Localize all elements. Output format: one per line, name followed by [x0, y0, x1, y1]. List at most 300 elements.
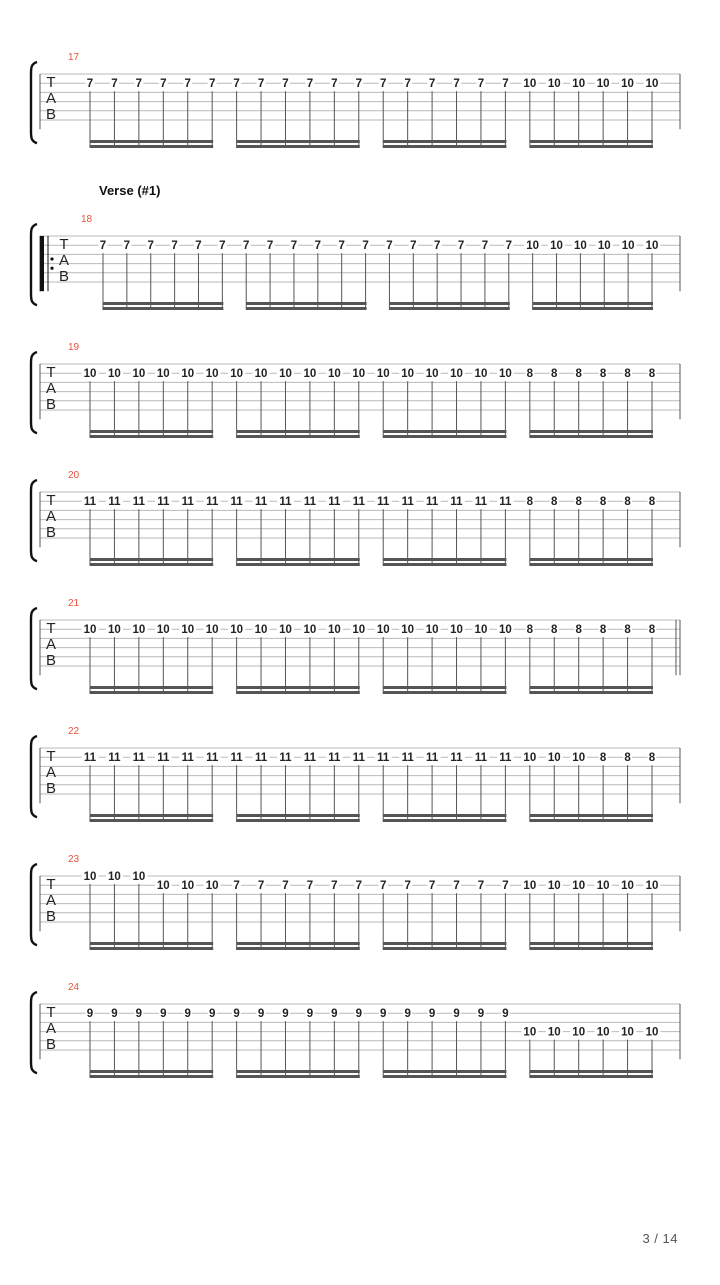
fret-number: 10	[597, 240, 611, 253]
beam-primary	[237, 819, 360, 822]
beam-secondary	[90, 430, 213, 433]
fret-number: 7	[338, 240, 345, 253]
beam-secondary	[237, 1070, 360, 1073]
beam-primary	[383, 145, 506, 148]
fret-number: 11	[474, 752, 488, 765]
fret-number: 8	[551, 368, 558, 381]
beam-secondary	[383, 1070, 506, 1073]
measure-number: 19	[68, 342, 80, 353]
fret-number: 8	[624, 368, 631, 381]
fret-number: 7	[404, 78, 411, 91]
fret-number: 7	[502, 880, 509, 893]
fret-number: 9	[380, 1008, 387, 1021]
fret-number: 7	[123, 240, 131, 253]
fret-number: 7	[502, 78, 509, 91]
fret-number: 8	[526, 368, 534, 381]
fret-number: 11	[450, 496, 463, 509]
beam-primary	[237, 691, 360, 694]
fret-number: 10	[132, 871, 146, 883]
fret-number: 11	[474, 496, 488, 509]
beam-primary	[383, 819, 506, 822]
fret-number: 7	[233, 880, 240, 893]
beam-secondary	[530, 686, 653, 689]
beam-secondary	[90, 814, 213, 817]
tab-clef-letter: A	[45, 636, 57, 653]
beam-primary	[237, 563, 360, 566]
page-number: 3 / 14	[642, 1231, 678, 1246]
beam-secondary	[90, 558, 213, 561]
fret-number: 11	[108, 752, 121, 765]
fret-number: 7	[386, 240, 393, 253]
system-bracket	[31, 62, 37, 143]
beam-secondary	[389, 302, 509, 305]
fret-number: 7	[99, 240, 107, 253]
beam-primary	[530, 819, 653, 822]
measure-number: 17	[68, 52, 80, 63]
beam-primary	[90, 1075, 213, 1078]
tab-clef-letter: B	[45, 780, 57, 797]
beam-primary	[237, 435, 360, 438]
beam-primary	[530, 691, 653, 694]
beam-primary	[103, 307, 223, 310]
tab-clef-letter: A	[58, 252, 70, 269]
fret-number: 7	[243, 240, 250, 253]
beam-secondary	[383, 430, 506, 433]
fret-number: 10	[523, 880, 537, 893]
beam-primary	[90, 145, 213, 148]
fret-number: 10	[572, 78, 586, 91]
system-bracket	[31, 352, 37, 433]
fret-number: 10	[327, 624, 341, 637]
fret-number: 7	[355, 880, 362, 893]
system-bracket	[31, 480, 37, 561]
fret-number: 7	[290, 240, 298, 253]
tab-clef-letter: T	[59, 236, 69, 253]
fret-number: 11	[132, 752, 145, 765]
fret-number: 7	[453, 880, 460, 893]
fret-number: 10	[474, 624, 488, 637]
tab-clef-letter: A	[45, 892, 57, 909]
fret-number: 7	[404, 880, 411, 893]
fret-number: 11	[181, 752, 194, 765]
fret-number: 9	[453, 1008, 460, 1021]
measure-number: 20	[68, 470, 80, 481]
fret-number: 11	[401, 496, 414, 509]
fret-number: 10	[550, 240, 563, 253]
fret-number: 10	[303, 368, 317, 381]
fret-number: 10	[450, 624, 463, 637]
fret-number: 8	[624, 752, 631, 765]
beam-secondary	[237, 686, 360, 689]
fret-number: 10	[523, 752, 537, 765]
fret-number: 9	[86, 1008, 94, 1021]
tab-clef-letter: T	[46, 1004, 56, 1021]
tab-clef-letter: B	[45, 1036, 57, 1053]
beam-primary	[530, 435, 653, 438]
fret-number: 9	[477, 1008, 485, 1021]
beam-primary	[383, 947, 506, 950]
measure-number: 24	[68, 982, 80, 993]
fret-number: 10	[132, 624, 146, 637]
fret-number: 10	[376, 624, 390, 637]
fret-number: 7	[86, 78, 94, 91]
fret-number: 11	[328, 752, 341, 765]
fret-number: 10	[156, 624, 170, 637]
fret-number: 11	[377, 752, 390, 765]
beam-secondary	[530, 1070, 653, 1073]
fret-number: 8	[599, 496, 607, 509]
fret-number: 7	[208, 78, 216, 91]
repeat-thick-bar	[40, 236, 44, 291]
system-bracket	[31, 864, 37, 945]
beam-secondary	[530, 558, 653, 561]
fret-number: 11	[303, 752, 316, 765]
fret-number: 7	[380, 78, 387, 91]
measure-number: 23	[68, 854, 80, 865]
tab-clef-letter: B	[45, 524, 57, 541]
beam-primary	[237, 1075, 360, 1078]
fret-number: 10	[327, 368, 341, 381]
beam-secondary	[383, 558, 506, 561]
tab-clef-letter: B	[45, 396, 57, 413]
fret-number: 10	[572, 1026, 586, 1039]
fret-number: 7	[505, 240, 512, 253]
fret-number: 10	[547, 1026, 561, 1039]
beam-secondary	[237, 430, 360, 433]
fret-number: 9	[160, 1008, 167, 1021]
fret-number: 10	[83, 624, 97, 637]
fret-number: 11	[426, 752, 439, 765]
fret-number: 10	[547, 880, 561, 893]
fret-number: 10	[279, 624, 292, 637]
beam-primary	[237, 947, 360, 950]
fret-number: 10	[181, 624, 195, 637]
fret-number: 10	[645, 880, 659, 893]
beam-secondary	[246, 302, 366, 305]
fret-number: 8	[551, 624, 558, 637]
fret-number: 11	[254, 752, 268, 765]
fret-number: 10	[596, 1026, 610, 1039]
beam-primary	[533, 307, 653, 310]
repeat-dot	[50, 267, 53, 270]
fret-number: 8	[575, 624, 582, 637]
fret-number: 11	[132, 496, 145, 509]
tab-clef-letter: B	[45, 652, 57, 669]
fret-number: 9	[233, 1008, 240, 1021]
fret-number: 10	[645, 1026, 659, 1039]
fret-number: 7	[306, 78, 314, 91]
fret-number: 9	[184, 1008, 191, 1021]
fret-number: 10	[205, 880, 219, 893]
fret-number: 8	[624, 496, 631, 509]
fret-number: 11	[279, 752, 292, 765]
fret-number: 7	[453, 78, 460, 91]
fret-number: 7	[428, 78, 436, 91]
tab-clef-letter: T	[46, 74, 56, 91]
fret-number: 7	[457, 240, 465, 253]
beam-primary	[383, 563, 506, 566]
fret-number: 10	[621, 78, 634, 91]
fret-number: 10	[523, 1026, 537, 1039]
fret-number: 10	[450, 368, 463, 381]
fret-number: 7	[184, 78, 191, 91]
fret-number: 11	[83, 496, 97, 509]
fret-number: 8	[648, 624, 656, 637]
fret-number: 7	[147, 240, 154, 253]
tab-clef-letter: T	[46, 748, 56, 765]
fret-number: 10	[181, 880, 195, 893]
beam-secondary	[383, 814, 506, 817]
fret-number: 10	[156, 368, 170, 381]
fret-number: 10	[83, 871, 97, 883]
beam-secondary	[530, 140, 653, 143]
tab-clef-letter: A	[45, 1020, 57, 1037]
fret-number: 11	[426, 496, 439, 509]
fret-number: 10	[108, 368, 121, 381]
tab-clef-letter: A	[45, 380, 57, 397]
fret-number: 10	[108, 624, 121, 637]
beam-primary	[90, 819, 213, 822]
beam-secondary	[237, 814, 360, 817]
beam-secondary	[90, 140, 213, 143]
fret-number: 11	[206, 752, 219, 765]
fret-number: 10	[596, 78, 610, 91]
fret-number: 9	[282, 1008, 289, 1021]
fret-number: 11	[108, 496, 121, 509]
fret-number: 10	[303, 624, 317, 637]
beam-primary	[90, 947, 213, 950]
fret-number: 7	[477, 880, 485, 893]
beam-secondary	[530, 814, 653, 817]
beam-primary	[383, 435, 506, 438]
fret-number: 7	[266, 240, 274, 253]
beam-primary	[383, 691, 506, 694]
fret-number: 8	[648, 368, 656, 381]
tab-clef-letter: T	[46, 620, 56, 637]
tab-clef-letter: T	[46, 876, 56, 893]
system-bracket	[31, 736, 37, 817]
fret-number: 7	[233, 78, 240, 91]
beam-secondary	[90, 942, 213, 945]
fret-number: 10	[474, 368, 488, 381]
fret-number: 7	[219, 240, 226, 253]
fret-number: 10	[83, 368, 97, 381]
fret-number: 11	[157, 496, 170, 509]
fret-number: 7	[331, 78, 338, 91]
fret-number: 9	[111, 1008, 118, 1021]
fret-number: 10	[230, 624, 244, 637]
beam-primary	[383, 1075, 506, 1078]
fret-number: 10	[230, 368, 244, 381]
fret-number: 8	[599, 624, 607, 637]
fret-number: 7	[433, 240, 441, 253]
fret-number: 9	[404, 1008, 411, 1021]
tab-clef-letter: A	[45, 508, 57, 525]
fret-number: 11	[254, 496, 268, 509]
beam-primary	[237, 145, 360, 148]
fret-number: 11	[352, 752, 365, 765]
fret-number: 10	[621, 240, 635, 253]
beam-secondary	[90, 686, 213, 689]
measure-number: 22	[68, 726, 80, 737]
fret-number: 11	[279, 496, 292, 509]
fret-number: 11	[352, 496, 365, 509]
fret-number: 8	[599, 752, 607, 765]
fret-number: 10	[425, 624, 439, 637]
beam-primary	[530, 563, 653, 566]
fret-number: 10	[352, 624, 366, 637]
fret-number: 9	[257, 1008, 265, 1021]
fret-number: 7	[111, 78, 118, 91]
fret-number: 7	[171, 240, 178, 253]
fret-number: 11	[230, 752, 243, 765]
beam-primary	[90, 563, 213, 566]
fret-number: 7	[380, 880, 387, 893]
fret-number: 9	[428, 1008, 436, 1021]
fret-number: 10	[108, 871, 121, 883]
fret-number: 7	[306, 880, 314, 893]
fret-number: 9	[208, 1008, 216, 1021]
fret-number: 7	[428, 880, 436, 893]
fret-number: 7	[282, 78, 289, 91]
fret-number: 10	[621, 880, 634, 893]
fret-number: 10	[572, 752, 586, 765]
fret-number: 10	[621, 1026, 634, 1039]
fret-number: 10	[573, 240, 587, 253]
fret-number: 9	[331, 1008, 338, 1021]
fret-number: 8	[526, 496, 534, 509]
fret-number: 11	[328, 496, 341, 509]
beam-secondary	[383, 140, 506, 143]
fret-number: 7	[257, 78, 265, 91]
tab-clef-letter: B	[45, 908, 57, 925]
fret-number: 10	[132, 368, 146, 381]
section-label: Verse (#1)	[99, 183, 161, 198]
system-bracket	[31, 224, 37, 305]
fret-number: 8	[648, 752, 656, 765]
fret-number: 11	[499, 752, 512, 765]
tab-clef-letter: B	[45, 106, 57, 123]
beam-primary	[389, 307, 509, 310]
fret-number: 10	[205, 368, 219, 381]
fret-number: 7	[362, 240, 369, 253]
beam-primary	[90, 691, 213, 694]
tab-clef-letter: T	[46, 364, 56, 381]
fret-number: 11	[181, 496, 194, 509]
fret-number: 7	[257, 880, 265, 893]
fret-number: 11	[83, 752, 97, 765]
fret-number: 7	[314, 240, 322, 253]
fret-number: 8	[624, 624, 631, 637]
fret-number: 9	[355, 1008, 362, 1021]
fret-number: 8	[526, 624, 534, 637]
system-bracket	[31, 992, 37, 1073]
beam-secondary	[90, 1070, 213, 1073]
fret-number: 8	[648, 496, 656, 509]
fret-number: 10	[401, 368, 415, 381]
beam-primary	[530, 145, 653, 148]
beam-secondary	[533, 302, 653, 305]
fret-number: 8	[551, 496, 558, 509]
fret-number: 10	[181, 368, 195, 381]
measure-number: 21	[68, 598, 80, 609]
fret-number: 7	[477, 78, 485, 91]
fret-number: 7	[135, 78, 143, 91]
fret-number: 10	[254, 624, 268, 637]
fret-number: 10	[254, 368, 268, 381]
fret-number: 8	[575, 496, 582, 509]
beam-secondary	[530, 942, 653, 945]
fret-number: 10	[547, 78, 561, 91]
fret-number: 11	[230, 496, 243, 509]
beam-secondary	[103, 302, 223, 305]
fret-number: 11	[157, 752, 170, 765]
beam-secondary	[237, 140, 360, 143]
fret-number: 11	[450, 752, 463, 765]
beam-primary	[246, 307, 366, 310]
fret-number: 10	[376, 368, 390, 381]
beam-primary	[530, 947, 653, 950]
fret-number: 10	[279, 368, 292, 381]
fret-number: 10	[401, 624, 415, 637]
fret-number: 10	[156, 880, 170, 893]
fret-number: 7	[282, 880, 289, 893]
fret-number: 9	[135, 1008, 143, 1021]
tab-clef-letter: T	[46, 492, 56, 509]
fret-number: 10	[425, 368, 439, 381]
fret-number: 11	[303, 496, 316, 509]
beam-secondary	[383, 942, 506, 945]
fret-number: 11	[401, 752, 414, 765]
fret-number: 10	[596, 880, 610, 893]
fret-number: 10	[547, 752, 561, 765]
fret-number: 7	[195, 240, 202, 253]
fret-number: 10	[498, 624, 512, 637]
fret-number: 10	[523, 78, 537, 91]
fret-number: 10	[498, 368, 512, 381]
beam-secondary	[530, 430, 653, 433]
fret-number: 10	[645, 78, 659, 91]
fret-number: 7	[410, 240, 417, 253]
fret-number: 11	[377, 496, 390, 509]
tab-clef-letter: B	[58, 268, 70, 285]
fret-number: 7	[160, 78, 167, 91]
beam-secondary	[237, 942, 360, 945]
fret-number: 11	[206, 496, 219, 509]
fret-number: 10	[352, 368, 366, 381]
fret-number: 9	[306, 1008, 314, 1021]
fret-number: 10	[645, 240, 659, 253]
fret-number: 8	[575, 368, 582, 381]
measure-number: 18	[81, 214, 93, 225]
fret-number: 10	[526, 240, 540, 253]
tab-clef-letter: A	[45, 764, 57, 781]
fret-number: 7	[331, 880, 338, 893]
repeat-dot	[50, 257, 53, 260]
beam-primary	[90, 435, 213, 438]
system-bracket	[31, 608, 37, 689]
fret-number: 7	[481, 240, 489, 253]
fret-number: 11	[499, 496, 512, 509]
beam-secondary	[237, 558, 360, 561]
fret-number: 7	[355, 78, 362, 91]
fret-number: 8	[599, 368, 607, 381]
fret-number: 9	[502, 1008, 509, 1021]
beam-primary	[530, 1075, 653, 1078]
fret-number: 10	[572, 880, 586, 893]
beam-secondary	[383, 686, 506, 689]
tab-clef-letter: A	[45, 90, 57, 107]
